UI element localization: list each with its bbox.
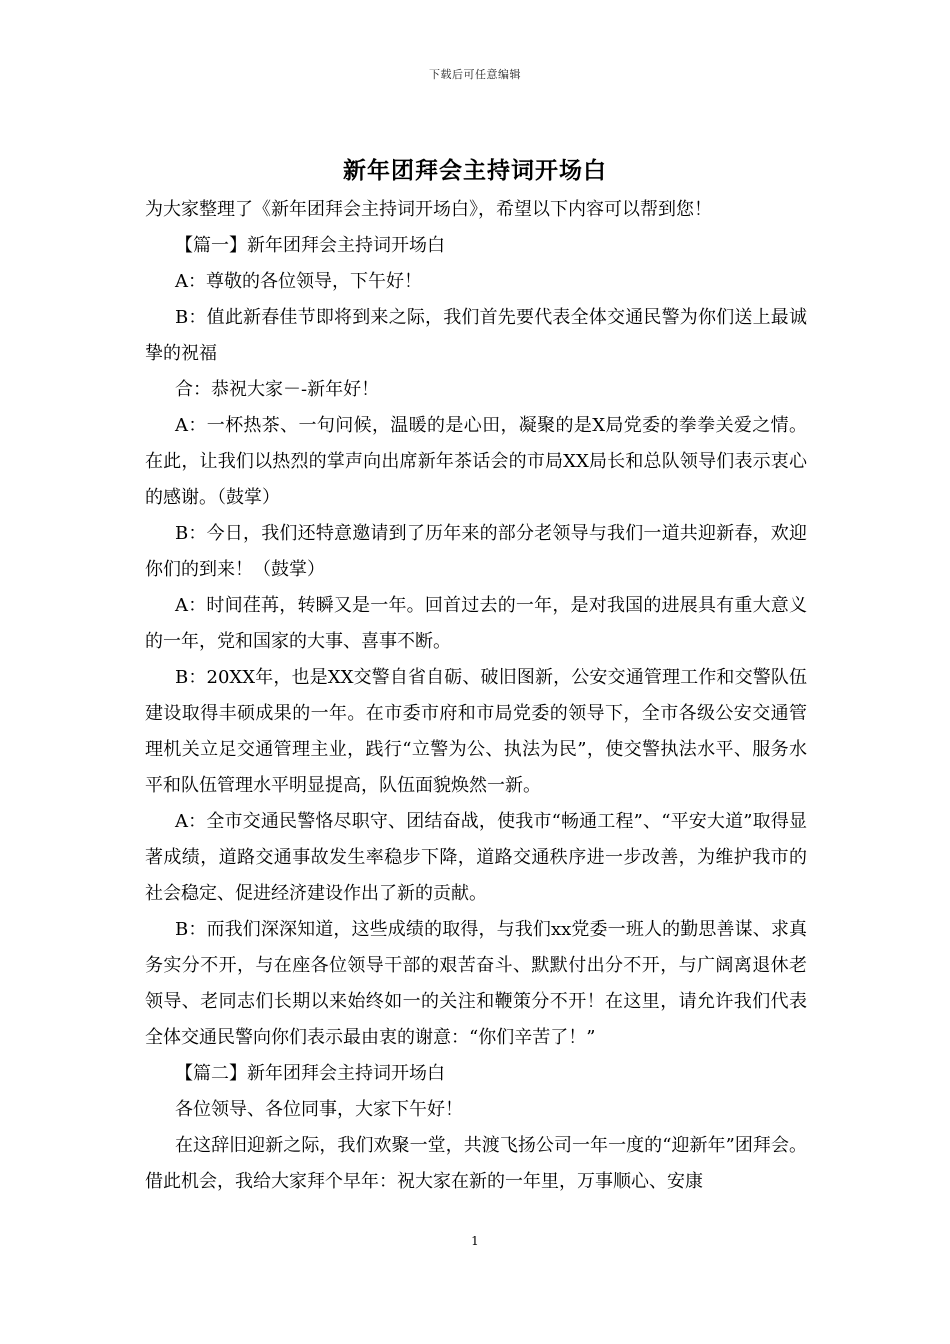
paragraph: 各位领导、各位同事，大家下午好！ [175, 1099, 463, 1120]
header-note: 下载后可任意编辑 [429, 68, 521, 81]
paragraph: A：全市交通民警恪尽职守、团结奋战，使我市“畅通工程”、“平安大道”取得显著成绩，道路交通事故发生率稳步下降，道路交通秩序进一步改善，为维护我市的社会稳定、促进经济建设作出了新的贡献。 [145, 811, 807, 904]
paragraph: 在这辞旧迎新之际，我们欢聚一堂，共渡飞扬公司一年一度的“迎新年”团拜会。借此机会，我给大家拜个早年：祝大家在新的一年里，万事顺心、安康 [145, 1135, 807, 1192]
paragraph: B：而我们深深知道，这些成绩的取得，与我们xx党委一班人的勤思善谋、求真务实分不开，与在座各位领导干部的艰苦奋斗、默默付出分不开，与广阔离退休老领导、老同志们长期以来始终如一的关注和鞭策分不开！在这里，请允许我们代表全体交通民警向你们表示最由衷的谢意：“你们辛苦了！” [145, 919, 807, 1048]
paragraph: A：尊敬的各位领导，下午好！ [175, 271, 422, 292]
document-body [145, 192, 807, 1200]
section-heading-2: 【篇二】新年团拜会主持词开场白 [175, 1063, 445, 1084]
paragraph: A：一杯热茶、一句问候，温暖的是心田，凝聚的是X局党委的拳拳关爱之情。在此，让我们以热烈的掌声向出席新年茶话会的市局XX局长和总队领导们表示衷心的感谢。（鼓掌） [145, 415, 807, 508]
paragraph: A：时间荏苒，转瞬又是一年。回首过去的一年，是对我国的进展具有重大意义的一年，党和国家的大事、喜事不断。 [145, 595, 807, 652]
intro-paragraph: 为大家整理了《新年团拜会主持词开场白》，希望以下内容可以帮到您！ [145, 199, 712, 220]
paragraph: 合：恭祝大家－-新年好！ [175, 379, 380, 400]
paragraph: B：今日，我们还特意邀请到了历年来的部分老领导与我们一道共迎新春，欢迎你们的到来！（鼓掌） [145, 523, 807, 580]
section-heading-1: 【篇一】新年团拜会主持词开场白 [175, 235, 445, 256]
page-number: 1 [471, 1234, 479, 1248]
paragraph: B：20XX年，也是XX交警自省自砺、破旧图新，公安交通管理工作和交警队伍建设取得丰硕成果的一年。在市委市府和市局党委的领导下，全市各级公安交通管理机关立足交通管理主业，践行“立警为公、执法为民”，使交警执法水平、服务水平和队伍管理水平明显提高，队伍面貌焕然一新。 [145, 667, 807, 796]
document-title: 新年团拜会主持词开场白 [343, 157, 607, 184]
paragraph: B：值此新春佳节即将到来之际，我们首先要代表全体交通民警为你们送上最诚挚的祝福 [145, 307, 807, 364]
